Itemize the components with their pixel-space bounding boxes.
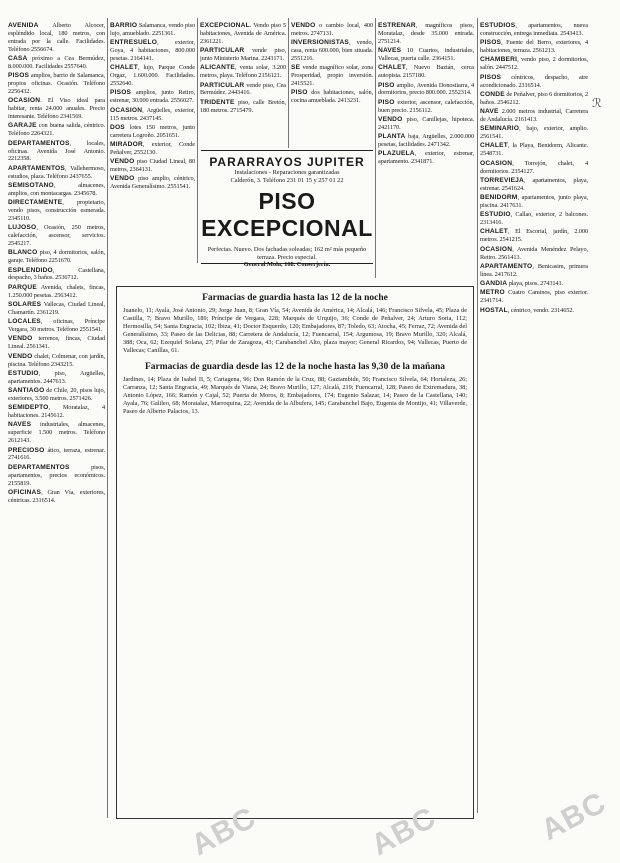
classified-keyword: PISO xyxy=(291,89,308,97)
classified-keyword: CHALET xyxy=(480,228,508,236)
margin-mark-icon: ℛ xyxy=(592,96,602,110)
column-rule xyxy=(477,18,478,813)
classified-keyword: ESTUDIO xyxy=(8,369,39,377)
classified-keyword: AVENIDA xyxy=(8,22,39,29)
classified-ad: DIRECTAMENTE, propietario, vendo pisos, construcción esmerada. 2345110. xyxy=(8,199,105,222)
classified-ad: EXCEPCIONAL. Vendo piso 5 habitaciones, Avenida de América. 2361221. xyxy=(200,22,286,45)
classified-keyword: PISO xyxy=(378,98,395,106)
ad-headline: PISO EXCEPCIONAL xyxy=(201,188,373,241)
classified-ad: GARAJE con buena salida, céntrico. Teléfono 2264321. xyxy=(8,122,105,138)
classified-ad: CONDE de Peñalver, piso 6 dormitorios, 2 baños. 2546212. xyxy=(480,90,588,106)
watermark-logo: ABC xyxy=(185,801,262,863)
ad-line: Perfectas. Nuevo. Dos fachadas soleadas; 162 m² más pequeño terraza. Precio especial. xyxy=(207,246,367,261)
classified-ad: SE vende magnífico solar, zona Prosperidad, propio inversión. 2415521. xyxy=(291,64,373,88)
watermark-logo: ABC xyxy=(365,801,442,863)
ad-line: General Mola, 168. Conserjería. xyxy=(243,261,331,268)
classified-keyword: PARQUE xyxy=(8,283,37,291)
classified-ad: AVENIDA Alberto Alcocer, espléndido local, 180 metros, con entrada por la calle. Facilidades. Teléfono 2556674. xyxy=(8,22,105,53)
classified-keyword: DEPARTAMENTOS xyxy=(8,463,70,471)
classified-keyword: METRO xyxy=(480,289,505,297)
classified-ad: NAVES industriales, almacenes, superficie 1.500 metros. Teléfono 2612143. xyxy=(8,421,105,445)
classified-keyword: ESTUDIO xyxy=(480,211,511,219)
classified-ad: LOCALES, oficinas, Príncipe Vergara, 30 metros. Teléfono 2551541. xyxy=(8,318,105,334)
classified-ad: CHALET, lujo, Parque Conde Orgaz, 1.600.000. Facilidades. 2552640. xyxy=(110,64,195,88)
classified-keyword: OCASION xyxy=(480,159,513,167)
classified-ad: SEMISOTANO, almacenes, amplios, con montacargas. 2345678. xyxy=(8,181,105,197)
classified-keyword: VENDO xyxy=(378,115,403,123)
classified-ad: HOSTAL, céntrico, vendo. 2314652. xyxy=(480,306,574,314)
classified-keyword: ALICANTE xyxy=(200,64,235,72)
classified-ad: PLANTA baja, Argüelles, 2.000.000 pesetas, facilidades. 2471342. xyxy=(378,133,474,149)
classified-keyword: NAVE xyxy=(480,108,499,116)
classified-keyword: OFICINAS xyxy=(8,488,42,496)
classified-ad: PISOS amplios, barrio de Salamanca, propios oficinas. Ocasión. Teléfono 2256432. xyxy=(8,72,105,96)
classified-keyword: SEMINARIO xyxy=(480,125,520,133)
classified-ad: PISOS céntricos, despacho, aire acondicionado. 2316514. xyxy=(480,73,588,89)
classified-keyword: SANTIAGO xyxy=(8,387,45,394)
classified-keyword: HOSTAL xyxy=(480,306,508,314)
classified-ad: OFICINAS, Gran Vía, exteriores, céntricas. 2316514. xyxy=(8,488,105,504)
classified-ad: VENDO piso amplio, céntrico, Avenida Generalísimo. 2551541. xyxy=(110,175,195,191)
classified-keyword: PISOS xyxy=(8,72,30,80)
classified-keyword: BENIDORM xyxy=(480,194,518,202)
classified-ad: SEMINARIO, bajo, exterior, amplio. 2561541. xyxy=(480,125,588,141)
classified-keyword: NAVES xyxy=(8,421,32,429)
classified-keyword: PISOS xyxy=(480,39,502,47)
classified-ad: SEMIDEPTO, Moratalaz, 4 habitaciones. 2145612. xyxy=(8,404,105,420)
classified-keyword: PLAZUELA xyxy=(378,150,415,158)
classified-ad: ENTRESUELO, exterior, Goya, 4 habitaciones, 800.000 pesetas. 2164141. xyxy=(110,39,195,63)
classified-keyword: LOCALES xyxy=(8,318,41,326)
classified-keyword: GANDIA xyxy=(480,280,508,288)
column-rule xyxy=(375,18,376,278)
classified-ad: ESTUDIO, Callao, exterior, 2 balcones. 2313416. xyxy=(480,211,588,227)
classified-ad: ESTUDIOS, apartamentos, nueva construcción, entrega inmediata. 2543413. xyxy=(480,22,588,37)
classified-keyword: INVERSIONISTAS xyxy=(291,39,349,47)
classified-ad: MIRADOR, exterior, Conde Peñalver, 2552130. xyxy=(110,141,195,156)
classified-keyword: DOS xyxy=(110,123,125,131)
classified-keyword: CHAMBERI xyxy=(480,56,518,64)
classified-ad: OCASION. El Viso ideal para habitar, renta 24.000 anuales. Precio interesante. Teléfono 2341569. xyxy=(8,97,105,121)
classified-ad: CASA próximo a Cea Bermúdez, 8.000.000. Facilidades 2557640. xyxy=(8,55,105,70)
column-rule xyxy=(197,18,198,263)
classified-keyword: CASA xyxy=(8,55,28,63)
classified-keyword: SEMIDEPTO xyxy=(8,404,49,412)
classified-ad: CHALET, Nuevo Baztán, cerca autopista. 2157180. xyxy=(378,64,474,80)
classified-keyword: NAVES xyxy=(378,47,402,55)
classified-ad: PISO exterior, ascensor, calefacción, buen precio. 2156112. xyxy=(378,98,474,114)
watermark-logo: ABC xyxy=(535,786,612,848)
classified-ad: BARRIO Salamanca, vendo piso lujo, amueblado. 2251361. xyxy=(110,22,195,37)
classified-keyword: SEMISOTANO xyxy=(8,181,54,189)
classified-keyword: PRECIOSO xyxy=(8,446,45,454)
classified-ad: VENDO o cambio local, 400 metros. 2747131. xyxy=(291,22,373,37)
classified-keyword: CHALET xyxy=(378,64,406,72)
ad-line: Instalaciones - Reparaciones garantizadas xyxy=(234,169,340,176)
classifieds-column-6 xyxy=(480,22,588,812)
classified-ad: DOS lotes 150 metros, junto carretera Logroño. 2051651. xyxy=(110,123,195,139)
classified-keyword: PARTICULAR xyxy=(200,47,245,55)
classified-keyword: ESTRENAR xyxy=(378,22,416,29)
column-rule xyxy=(107,18,108,818)
classified-ad: VENDO terrenos, fincas, Ciudad Lineal. 2561341. xyxy=(8,335,105,351)
classified-keyword: SE xyxy=(291,64,301,72)
classified-ad: TRIDENTE piso, calle Bretón, 180 metros. 2715479. xyxy=(200,98,286,114)
classified-ad: LUJOSO, Ocasión, 250 metros, calefacción, ascensor, servicios. 2545217. xyxy=(8,224,105,248)
classified-keyword: DEPARTAMENTOS xyxy=(8,139,70,147)
classified-ad: SANTIAGO de Chile, 20, pisos lujo, exteriores, 3.500 metros. 2571426. xyxy=(8,387,105,402)
classified-ad: ESPLENDIDO, Castellana, despacho, 3 baños. 2536712. xyxy=(8,266,105,282)
classifieds-column-1 xyxy=(8,22,105,832)
classified-ad: CHALET, El Escorial, jardín, 2.000 metros. 2541215. xyxy=(480,228,588,244)
classified-keyword: EXCEPCIONAL xyxy=(200,22,250,29)
classified-ad: BLANCO piso, 4 dormitorios, salón, garaje. Teléfono 2251670. xyxy=(8,249,105,265)
classified-ad: PARTICULAR vende piso, junto Ministerio Marina. 2243171. xyxy=(200,47,286,63)
classified-keyword: OCASION xyxy=(110,106,143,114)
classified-keyword: PARTICULAR xyxy=(200,81,245,89)
pharmacy-box xyxy=(116,286,474,819)
classified-ad: OCASION, Torrejón, chalet, 4 dormitorios. 2354127. xyxy=(480,159,588,175)
classified-keyword: ENTRESUELO xyxy=(110,39,158,47)
pharmacy-list: Juanelo, 11; Ayala, José Antonio, 29; Jorge Juan, 8; Gran Vía, 54; Avenida de América, 14; Alcalá, 146; Francisco Silvela, 45; Plaza de Castilla, 7; Bravo Murillo, 189; Príncipe de Vergara, 228; Marqués de Urquijo, 36; Conde de Peñalver, 24; Arturo Soria, 112; Hermosilla, 54; Santa Engracia, 102; Ibiza, 41; Doctor Esquerdo, 120; Embajadores, 87; Toledo, 63; Atocha, 45; Ferraz, 72; Avenida del Generalísimo, 33; Paseo de las Delicias, 88; Carretera de Andalucía, 12; Fuencarral, 154; Argumosa, 19; Bravo Murillo, 320; Alcalá, 388; Oca, 62; Ezequiel Solana, 27; Pilar de Zaragoza, 43; Carabanchel Alto, plaza mayor; General Ricardos, 94; Vallecas, Puerto de Vallecas; Canillas, 61. xyxy=(123,307,467,354)
ad-line: Calderón, 3. Teléfono 231 01 15 y 257 01 22 xyxy=(230,176,344,184)
classified-ad: CHAMBERI, vendo piso, 2 dormitorios, salón. 2447512. xyxy=(480,56,588,72)
classified-ad: VENDO piso, Canillejas, hipoteca. 2421170. xyxy=(378,115,474,131)
ad-title: PARARRAYOS JUPITER xyxy=(209,155,365,169)
classified-ad: DEPARTAMENTOS pisos, apartamentos, precios económicos. 2155819. xyxy=(8,463,105,487)
classified-ad: PISO amplio, Avenida Donostiarra, 4 dormitorios, precio 800.000. 2552314. xyxy=(378,81,474,97)
classified-keyword: VENDO xyxy=(8,352,33,360)
classified-ad: PARTICULAR vende piso, Cea Bermúdez. 2443416. xyxy=(200,81,286,97)
classified-keyword: VENDO xyxy=(8,335,33,343)
classified-ad: ESTRENAR, magníficos pisos, Moratalaz, desde 35.000 entrada. 2751214. xyxy=(378,22,474,45)
classified-ad: DEPARTAMENTOS, locales, oficinas. Avenida José Antonio. 2212358. xyxy=(8,139,105,163)
classified-ad: ESTUDIO, piso, Argüelles, apartamentos. 2447613. xyxy=(8,369,105,385)
classified-ad: TORREVIEJA, apartamentos, playa, estrenar. 2541624. xyxy=(480,176,588,192)
classified-ad: OCASION, Argüelles, exterior, 115 metros. 2437145. xyxy=(110,106,195,122)
pharmacy-heading: Farmacias de guardia hasta las 12 de la noche xyxy=(202,293,388,303)
classified-keyword: APARTAMENTOS xyxy=(8,164,65,172)
display-advertisement xyxy=(201,150,373,268)
classified-ad: CHALET, la Playa, Benidorm, Alicante. 2548731. xyxy=(480,142,588,158)
classified-ad: PRECIOSO ático, terraza, estrenar. 2741616. xyxy=(8,446,105,462)
classified-ad: ALICANTE, venta solar, 3.200 metros, playa. Teléfono 2156121. xyxy=(200,64,286,80)
classified-keyword: LUJOSO xyxy=(8,224,37,232)
classified-keyword: OCASION xyxy=(480,245,513,253)
classified-keyword: VENDO xyxy=(291,22,316,29)
pharmacy-list: Jardines, 14; Plaza de Isabel II, 5; Cartagena, 96; Don Ramón de la Cruz, 88; Gaztambide, 50; Francisco Silvela, 64; Hortaleza, 26; Carranza, 12; Santa Engracia, 49; Marqués de Viana, 24; Bravo Murillo, 127; Alcalá, 219; Fuencarral, 128; Paseo de Extremadura, 38; Antonio López, 166; Ramón y Cajal, 52; Puerta de Moros, 8; Embajadores, 174; Eugenio Salazar, 14; Paseo de la Castellana, 140; Ayala, 76; Galileo, 68; Moratalaz, Marroquina, 22; Avenida de la Albufera, 145; Carabanchel Bajo, Eugenia de Montijo, 41; Villaverde, Paseo de Alberto Palacios, 13. xyxy=(123,376,467,416)
classified-keyword: TRIDENTE xyxy=(200,98,235,106)
classified-keyword: MIRADOR xyxy=(110,141,143,149)
classified-keyword: GARAJE xyxy=(8,122,37,130)
classified-keyword: VENDO xyxy=(110,175,135,183)
classified-ad: VENDO piso Ciudad Lineal, 80 metros, 2364131. xyxy=(110,158,195,174)
classified-keyword: CONDE xyxy=(480,90,505,98)
classified-ad: GANDIA playa, pisos. 2743141. xyxy=(480,280,563,288)
classified-ad: APARTAMENTOS, Vallehermoso, estudios, plaza. Teléfono 2437655. xyxy=(8,164,105,180)
classified-ad: APARTAMENTO, Benicasim, primera línea. 2417612. xyxy=(480,262,588,278)
classified-keyword: PISO xyxy=(378,81,395,89)
classified-ad: NAVES 10 Cuartos, industriales, Vallecas, puerta calle. 2364151. xyxy=(378,47,474,63)
classified-ad: OCASION, Avenida Menéndez Pelayo, Retiro. 2561413. xyxy=(480,245,588,261)
classified-keyword: APARTAMENTO xyxy=(480,262,533,270)
classified-keyword: BLANCO xyxy=(8,249,38,257)
classified-keyword: PISOS xyxy=(480,73,502,81)
classified-ad: INVERSIONISTAS, vendo, casa, renta 600.000, bien situada. 2551216. xyxy=(291,39,373,63)
classified-ad: METRO Cuatro Caminos, piso exterior. 2341714. xyxy=(480,289,588,305)
classified-ad: PISOS, Fuente del Berro, exteriores, 4 habitaciones, terraza. 2561213. xyxy=(480,39,588,55)
classifieds-column-2 xyxy=(110,22,195,262)
classified-keyword: TORREVIEJA xyxy=(480,176,525,184)
classified-keyword: PLANTA xyxy=(378,133,406,141)
classified-keyword: OCASION xyxy=(8,97,41,105)
classified-keyword: PISOS xyxy=(110,89,132,97)
classified-keyword: BARRIO xyxy=(110,22,138,29)
classified-ad: PLAZUELA, exterior, estrenar, apartamento. 2341871. xyxy=(378,150,474,166)
classified-ad: BENIDORM, apartamentos, junto playa, piscina. 2417631. xyxy=(480,194,588,209)
classified-ad: PISOS amplios, junto Retiro, estrenar, 30.000 entrada. 2556027. xyxy=(110,89,195,105)
classified-ad: SOLARES Vallecas, Ciudad Lineal, Chamartín. 2361219. xyxy=(8,300,105,316)
classified-keyword: CHALET xyxy=(110,64,138,72)
classified-keyword: CHALET xyxy=(480,142,508,150)
classified-ad: NAVE 2.000 metros industrial, Carretera de Andalucía. 2161413. xyxy=(480,108,588,123)
classified-keyword: SOLARES xyxy=(8,300,42,308)
pharmacy-heading: Farmacias de guardia desde las 12 de la noche hasta las 9,30 de la mañana xyxy=(144,362,446,373)
classified-keyword: VENDO xyxy=(110,158,135,166)
classified-keyword: ESPLENDIDO xyxy=(8,266,53,274)
classified-ad: PISO dos habitaciones, salón, cocina amueblada. 2413231. xyxy=(291,89,373,105)
classified-ad: PARQUE Avenida, chalets, fincas, 1.250.000 pesetas. 2563412. xyxy=(8,283,105,299)
classified-keyword: DIRECTAMENTE xyxy=(8,199,63,207)
classified-keyword: ESTUDIOS xyxy=(480,22,516,29)
column-rule xyxy=(288,18,289,148)
classified-ad: VENDO chalet, Colmenar, con jardín, piscina. Teléfono 2343215. xyxy=(8,352,105,368)
classifieds-column-5 xyxy=(378,22,474,280)
